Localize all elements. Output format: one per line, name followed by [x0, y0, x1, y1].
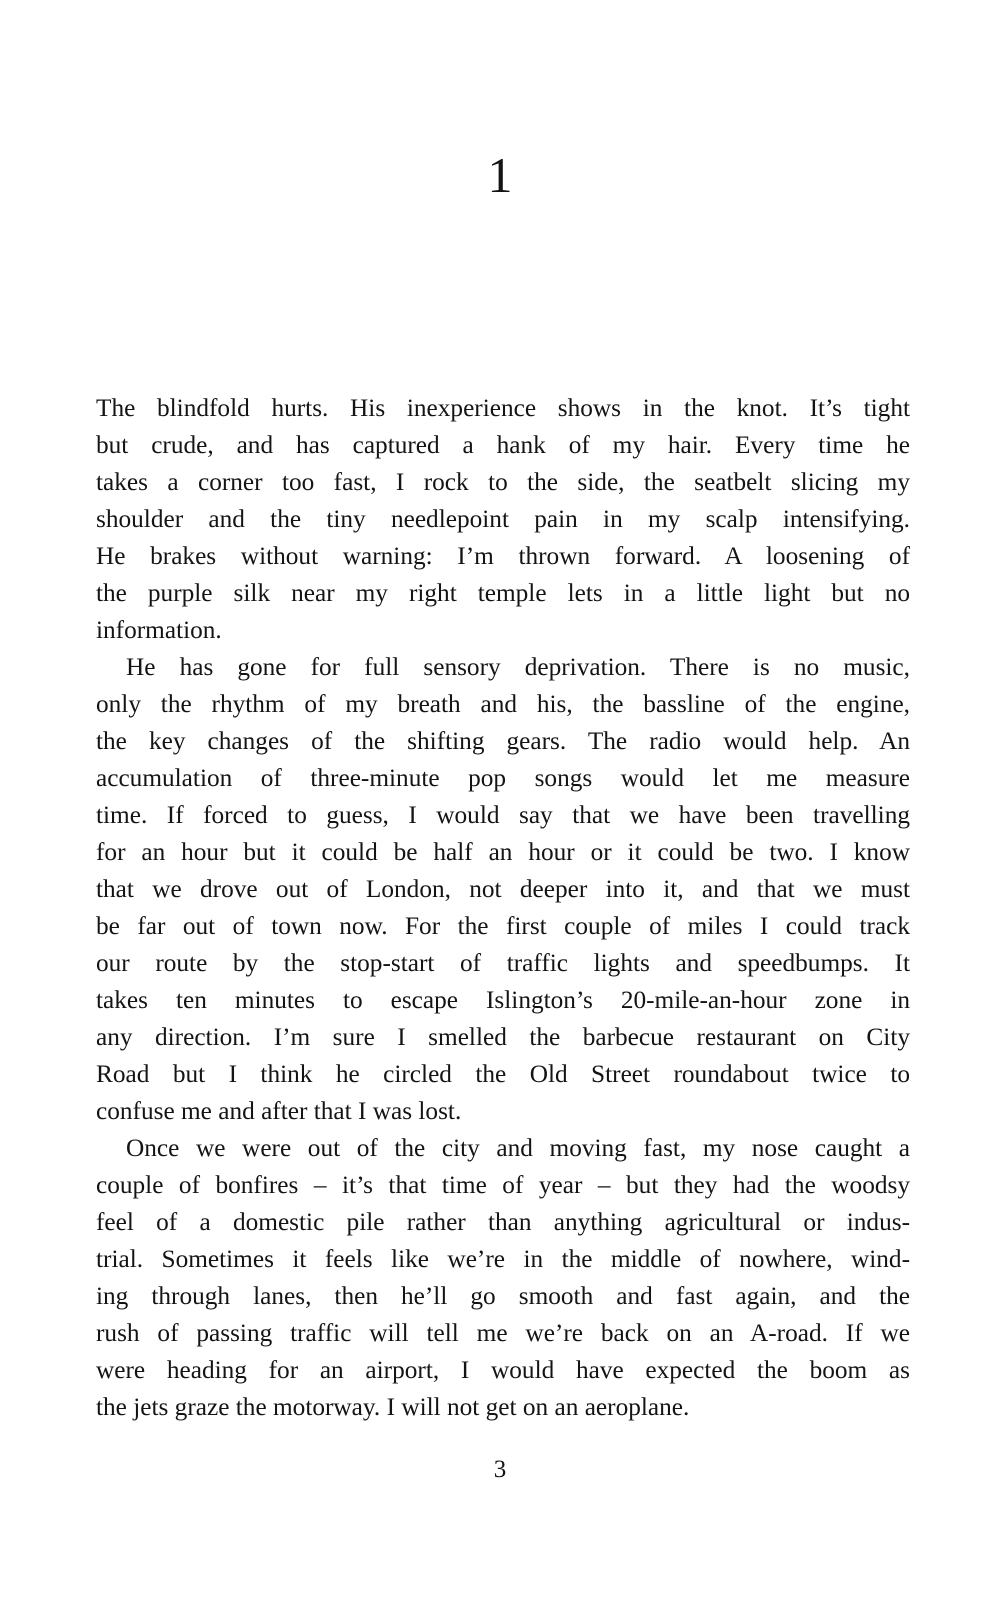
paragraph-3 — [96, 1130, 910, 1426]
text-line: couple of bonfires – it’s that time of year – but they had the woodsy — [96, 1171, 910, 1199]
paragraph-1 — [96, 390, 910, 649]
text-line: but crude, and has captured a hank of my hair. Every time he — [96, 431, 910, 459]
text-line: only the rhythm of my breath and his, the bassline of the engine, — [96, 690, 910, 718]
text-line: He brakes without warning: I’m thrown forward. A loosening of — [96, 542, 910, 570]
text-line: The blindfold hurts. His inexperience shows in the knot. It’s tight — [96, 394, 910, 422]
text-line: ing through lanes, then he’ll go smooth and fast again, and the — [96, 1282, 910, 1310]
text-line: for an hour but it could be half an hour or it could be two. I know — [96, 838, 910, 866]
text-line: the jets graze the motorway. I will not get on an aeroplane. — [96, 1393, 690, 1421]
text-line: our route by the stop-start of traffic lights and speedbumps. It — [96, 949, 910, 977]
text-line: takes a corner too fast, I rock to the side, the seatbelt slicing my — [96, 468, 910, 496]
text-line: Once we were out of the city and moving fast, my nose caught a — [126, 1134, 910, 1162]
text-line: feel of a domestic pile rather than anything agricultural or indus- — [96, 1208, 910, 1236]
chapter-number: 1 — [487, 147, 513, 203]
paragraph-2 — [96, 649, 910, 1130]
text-line: time. If forced to guess, I would say that we have been travelling — [96, 801, 910, 829]
text-line: shoulder and the tiny needlepoint pain in my scalp intensifying. — [96, 505, 910, 533]
text-line: takes ten minutes to escape Islington’s 20-mile-an-hour zone in — [96, 986, 910, 1014]
body-text — [96, 390, 910, 1426]
page-number: 3 — [493, 1456, 507, 1483]
text-line: accumulation of three-minute pop songs would let me measure — [96, 764, 910, 792]
text-line: trial. Sometimes it feels like we’re in the middle of nowhere, wind- — [96, 1245, 910, 1273]
text-line: any direction. I’m sure I smelled the barbecue restaurant on City — [96, 1023, 910, 1051]
text-line: the purple silk near my right temple lets in a little light but no — [96, 579, 910, 607]
text-line: that we drove out of London, not deeper into it, and that we must — [96, 875, 910, 903]
text-line: be far out of town now. For the first couple of miles I could track — [96, 912, 910, 940]
text-line: were heading for an airport, I would have expected the boom as — [96, 1356, 910, 1384]
text-line: confuse me and after that I was lost. — [96, 1097, 462, 1125]
text-line: Road but I think he circled the Old Street roundabout twice to — [96, 1060, 910, 1088]
text-line: the key changes of the shifting gears. The radio would help. An — [96, 727, 910, 755]
text-line: He has gone for full sensory deprivation. There is no music, — [126, 653, 910, 681]
text-line: information. — [96, 616, 222, 644]
text-line: rush of passing traffic will tell me we’re back on an A-road. If we — [96, 1319, 910, 1347]
